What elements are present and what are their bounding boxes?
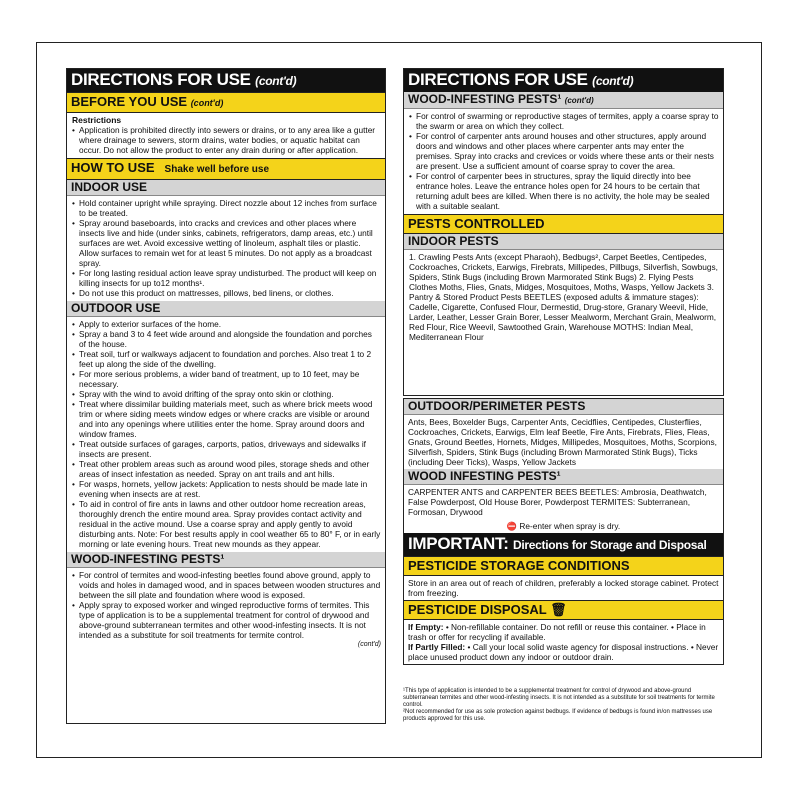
footnotes: ¹This type of application is intended to be a supplemental treatment for control of drywood and above-ground subterranean termites and other wood-infesting insects. It is not intended as a substitute for soil treatments for termite control. ²Not recommended for use as sole protection against bedbugs. If evidence of bedbugs is found in/on mattresses use products approved for this use. [403,688,715,722]
indoor-use-bar: INDOOR USE [67,180,385,196]
directions-heading-right: DIRECTIONS FOR USE (cont'd) [404,69,723,92]
no-entry-icon: ⛔ [506,521,518,531]
wood-pests-list-right: • For control of swarming or reproductive stages of termites, apply a coarse spray to the swarm or area on which they collect. • For control of carpenter ants around houses and other structures, apply around doors and windows and other places where carpenter ants may enter the premises. Spray into cracks and crevices or voids where these ants or their nests are present. Use a sufficient amount of coarse spray to cover the area. • For control of carpenter bees in structures, spray the liquid directly into bee entrance holes. Leave the entrance holes open for 24 hours to be certain that returning adult bees are killed. When there is no activity, the hole may be sealed with a suitable sealant. [404,109,723,214]
reentry-note: ⛔ Re-enter when spray is dry. [506,521,621,531]
important-heading: IMPORTANT: Directions for Storage and Disposal [404,533,723,556]
right-column-bottom [403,398,724,665]
outdoor-pests-bar: OUTDOOR/PERIMETER PESTS [404,399,723,415]
restrictions-block: Restrictions • Application is prohibited directly into sewers or drains, or to any area like a gutter where drainage to sewers, storm drains, water bodies, or aquatic habitat can occur. Do not allow the product to enter any drain during or after application. [67,113,385,158]
outdoor-pests-text: Ants, Bees, Boxelder Bugs, Carpenter Ants, Cecidflies, Centipedes, Clusterflies, Cockroaches, Crickets, Earwigs, Elm leaf Beetle, Fire Ants, Firebrats, Flies, Fleas, Gnats, Ground Beetles, Hornets, Midges, Millipedes, Mosquitoes, Moths, Scorpions, Silverfish, Spiders, Stink Bugs (including Brown Marmorated Stink Bugs), Ticks (including Deer Ticks), Wasps, Yellow Jackets [408,417,717,467]
trash-icon: 🗑 [550,602,567,617]
disposal-bar: PESTICIDE DISPOSAL 🗑 [404,600,723,620]
indoor-pests-text: 1. Crawling Pests Ants (except Pharaoh), Bedbugs², Carpet Beetles, Centipedes, Cockroaches, Crickets, Earwigs, Firebrats, Millipedes, Pillbugs, Silverfish, Sowbugs, Spiders, Stink Bugs (including Brown Marmorated Stink Bugs) 2. Flying Pests Clothes Moths, Flies, Gnats, Midges, Mosquitoes, Moths, Wasps, Yellow Jackets 3. Pantry & Stored Product Pests BEETLES (exposed adults & immature stages): Cadelle, Cigarette, Confused Flour, Dermestid, Drug-store, Granary Weevil, Hide, Larder, Leather, Lesser Grain Borer, Lesser Mealworm, Merchant Grain, Mealworm, Red Flour, Rice Weevil, Sawtoothed Grain, Warehouse MOTHS: Indian Meal, Mediterranean Flour [409,252,718,342]
pests-controlled-bar: PESTS CONTROLLED [404,214,723,234]
outdoor-list: • Apply to exterior surfaces of the home. • Spray a band 3 to 4 feet wide around and alongside the foundation and porches of the house. • Treat soil, turf or walkways adjacent to foundation and porches. Also treat 1 to 2 feet up along the side of the dwelling. • For more serious problems, a wider band of treatment, up to 10 feet, may be necessary. • Spray with the wind to avoid drifting of the spray onto skin or clothing. • Treat where dissimilar building materials meet, such as where brick meets wood trim or where siding meets window edges or where cracks are visible or around and into any openings where utilities enter the home. Spray around doors and window frames. • Treat outside surfaces of garages, carports, patios, driveways and sidewalks if insects are present. • Treat other problem areas such as around wood piles, storage sheds and other areas of insect infestation as needed. Spray on ant trails and ant hills. • For wasps, hornets, yellow jackets: Application to nests should be made late in evening when insects are at rest. • To aid in control of fire ants in lawns and other outdoor home recreation areas, thoroughly drench the entire mound area. Spray provides contact activity and residual in the active mound. Use a coarse spray and apply gently to avoid disturbing ants. Note: For best results apply in cool weather 65 to 80° F, or in early morning or late evening hours. Treat new mounds as they appear. [67,317,385,552]
wood-pests-bar-right: WOOD-INFESTING PESTS¹ (cont'd) [404,92,723,109]
indoor-list: • Hold container upright while spraying. Direct nozzle about 12 inches from surface to be treated. • Spray around baseboards, into cracks and crevices and other places where insects live and hide (under sinks, cabinets, refrigerators, damp areas, etc.) until surfaces are wet. Avoid excessive wetting of linoleum, asphalt tiles or plastic. Allow surfaces to remain wet for at least 5 minutes. Do not apply as a broadcast spray. • For long lasting residual action leave spray undisturbed. The product will keep on killing insects for up to12 months¹. • Do not use this product on mattresses, pillows, bed linens, or clothes. [67,196,385,301]
indoor-pests-bar: INDOOR PESTS [404,234,723,250]
directions-heading: DIRECTIONS FOR USE (cont'd) [67,69,385,92]
disposal-text: If Empty: • Non-refillable container. Do not refill or reuse this container. • Place in trash or offer for recycling if available. If Partly Filled: • Call your local solid waste agency for disposal instructions. • Never place unused product down any indoor or outdoor drain. [408,622,719,662]
wood-pests-bar-left: WOOD-INFESTING PESTS¹ [67,552,385,568]
wood-infesting-pests-bar: WOOD INFESTING PESTS¹ [404,469,723,485]
storage-text: Store in an area out of reach of children, preferably a locked storage cabinet. Protect from freezing. [408,578,719,598]
before-you-use-bar: BEFORE YOU USE (cont'd) [67,92,385,113]
storage-bar: PESTICIDE STORAGE CONDITIONS [404,556,723,576]
how-to-use-bar: HOW TO USE Shake well before use [67,158,385,180]
wood-pests-list-left: • For control of termites and wood-infesting beetles found above ground, apply to voids and holes in damaged wood, and in spaces between wooden structures and between the sill plate and foundation where wood is exposed. • Apply spray to exposed worker and winged reproductive forms of termites. This type of application is to be a supplemental treatment for control of drywood and above-ground subterranean termites and other wood-infesting insects. It is not intended as a substitute for soil treatments for termite control. (cont'd) [67,568,385,653]
outdoor-use-bar: OUTDOOR USE [67,301,385,317]
left-column [66,68,386,724]
right-column-top [403,68,724,396]
wood-infesting-pests-text: CARPENTER ANTS and CARPENTER BEES BEETLES: Ambrosia, Deathwatch, False Powderpost, Old House Borer, Powderpost TERMITES: Subterranean, Formosan, Drywood [408,487,707,517]
